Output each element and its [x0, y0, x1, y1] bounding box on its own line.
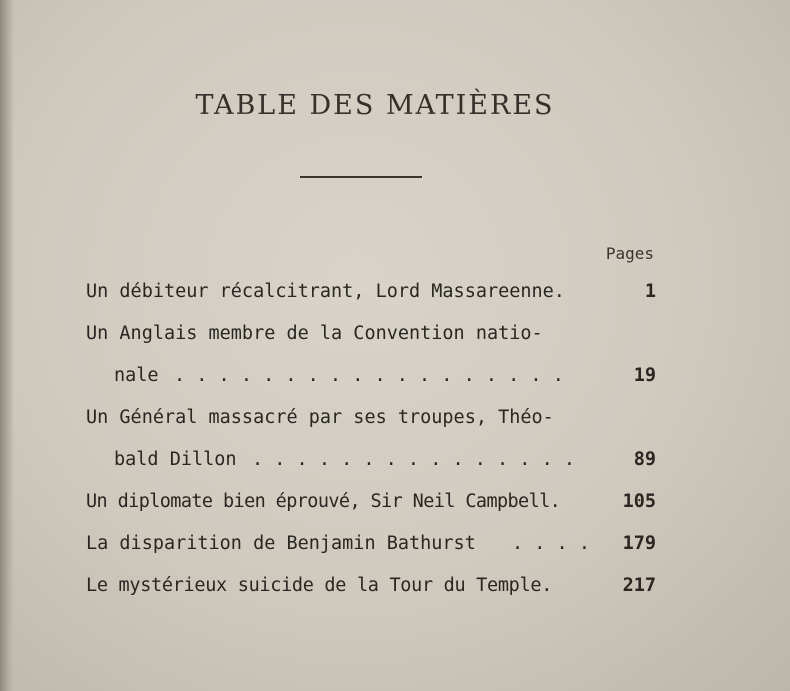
- toc-entry: [86, 400, 656, 442]
- toc-entry-page: 19: [633, 365, 656, 386]
- toc-entry-title: Un débiteur récalcitrant, Lord Massareenne.: [86, 281, 565, 302]
- toc-entry-title-cont: bald Dillon: [114, 449, 237, 470]
- toc-entry-page: 217: [622, 575, 656, 596]
- toc-entry-title: Un diplomate bien éprouvé, Sir Neil Campbell.: [86, 491, 561, 512]
- toc-entry-title-cont: nale: [114, 365, 159, 386]
- toc-leader-dots: . . . . . . . . . . . . . . . . . .: [174, 365, 564, 386]
- toc-leader-dots: . . . . . . . . . . . . . . .: [252, 449, 576, 470]
- toc-entry: [86, 526, 656, 568]
- toc-entry-title: La disparition de Benjamin Bathurst: [86, 533, 476, 554]
- toc-entry: [86, 274, 656, 316]
- toc-entry-title: Un Général massacré par ses troupes, Théo-: [86, 407, 554, 428]
- toc-entry-title: Un Anglais membre de la Convention natio-: [86, 323, 543, 344]
- toc-entry-page: 179: [622, 533, 656, 554]
- toc-entry: [86, 568, 656, 610]
- toc-entry-continuation: [86, 358, 656, 400]
- pages-column-label: Pages: [605, 244, 654, 263]
- toc-entry: [86, 316, 656, 358]
- toc-entry-page: 89: [633, 449, 656, 470]
- toc-entry-continuation: [86, 442, 656, 484]
- toc-entry-page: 105: [622, 491, 656, 512]
- toc-entry-page: 1: [644, 281, 656, 302]
- table-of-contents: [86, 274, 656, 610]
- toc-entry: [86, 484, 656, 526]
- toc-entry-title: Le mystérieux suicide de la Tour du Temple.: [86, 575, 553, 596]
- page-title: TABLE DES MATIÈRES: [195, 90, 555, 121]
- toc-leader-dots: . . . .: [512, 533, 590, 554]
- title-divider: [300, 176, 422, 178]
